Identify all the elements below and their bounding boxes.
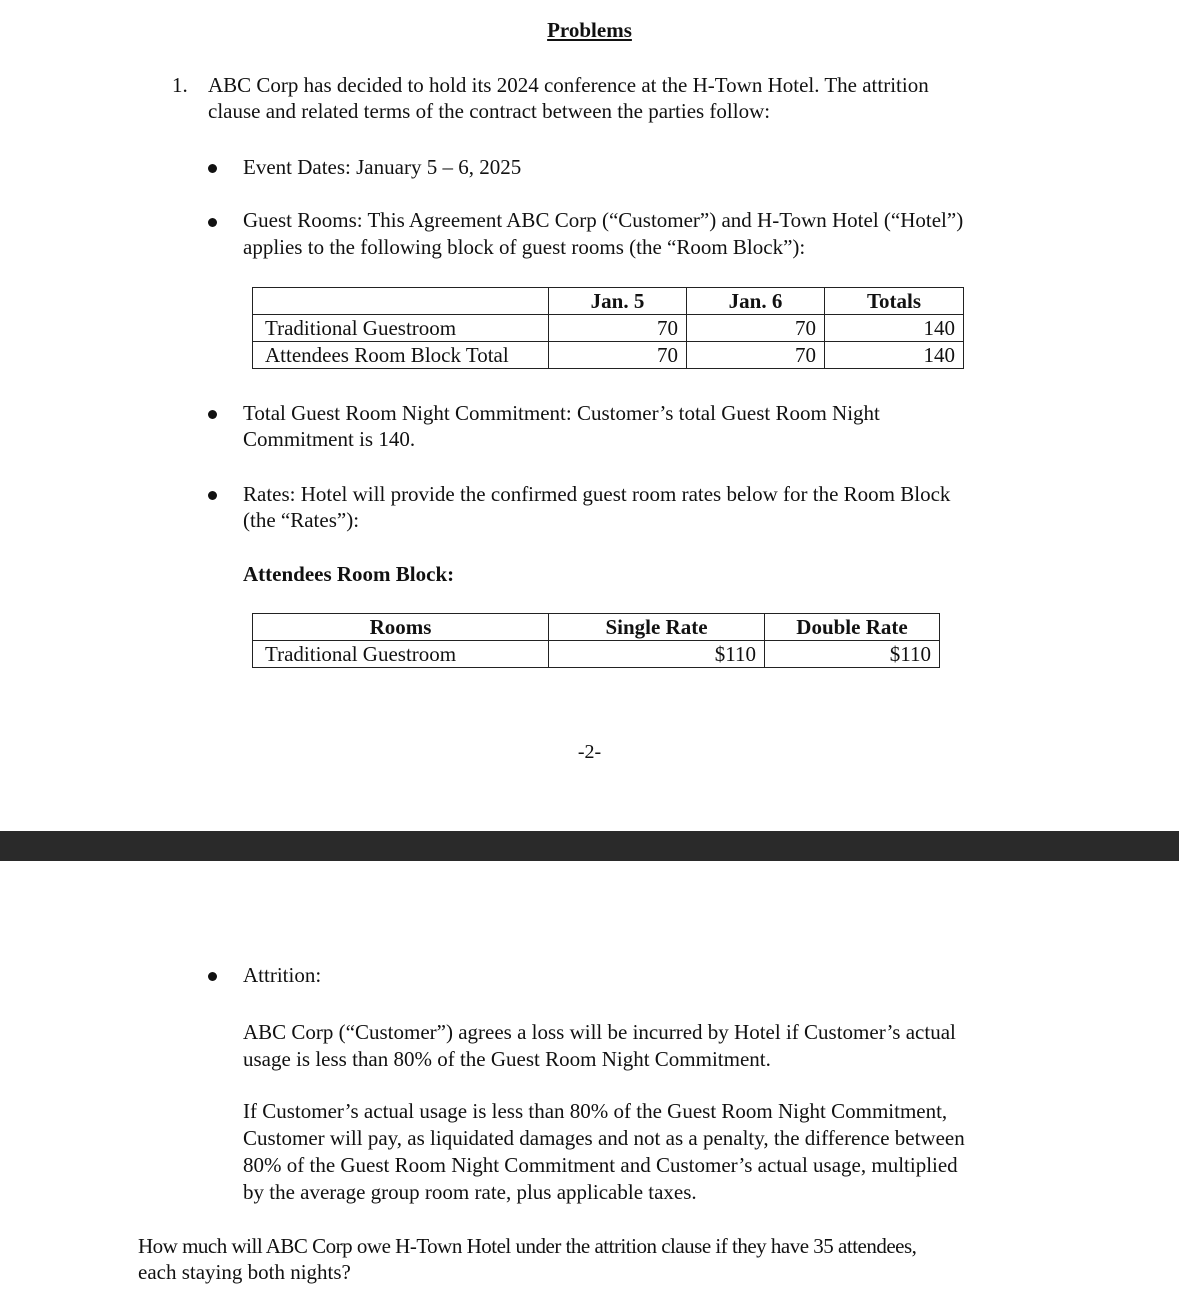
rates-subheading: Attendees Room Block: (243, 562, 455, 586)
bullet-icon (208, 410, 217, 419)
rates-line-2: (the “Rates”): (243, 508, 360, 532)
bullet-icon (208, 218, 217, 227)
table-cell: 70 (549, 342, 687, 369)
attrition-para1-line-1: ABC Corp (“Customer”) agrees a loss will be incurred by Hotel if Customer’s actual (243, 1020, 956, 1044)
table-row (253, 315, 964, 342)
attrition-para2-line-1: If Customer’s actual usage is less than 80% of the Guest Room Night Commitment, (243, 1099, 948, 1123)
table-header-cell (253, 288, 549, 315)
table-cell: 140 (825, 342, 964, 369)
commitment-line-2: Commitment is 140. (243, 427, 416, 451)
table-header-cell: Totals (825, 288, 964, 315)
table-cell: 70 (549, 315, 687, 342)
item-number: 1. (172, 73, 188, 97)
table-header-row (253, 288, 964, 315)
guest-rooms-line-2: applies to the following block of guest rooms (the “Room Block”): (243, 235, 806, 259)
rates-table (252, 613, 940, 668)
rates-line-1: Rates: Hotel will provide the confirmed guest room rates below for the Room Block (243, 482, 951, 506)
bullet-icon (208, 972, 217, 981)
question-line-2: each staying both nights? (138, 1260, 351, 1284)
commitment-line-1: Total Guest Room Night Commitment: Customer’s total Guest Room Night (243, 401, 880, 425)
table-header-row (253, 614, 940, 641)
page-number: -2- (577, 741, 602, 763)
table-header-cell: Rooms (253, 614, 549, 641)
attrition-para2-line-2: Customer will pay, as liquidated damages and not as a penalty, the difference between (243, 1126, 965, 1150)
table-header-cell: Jan. 6 (687, 288, 825, 315)
table-row (253, 641, 940, 668)
attrition-label: Attrition: (243, 963, 322, 987)
intro-line-1: ABC Corp has decided to hold its 2024 conference at the H-Town Hotel. The attrition (208, 73, 929, 97)
table-cell: Traditional Guestroom (253, 315, 549, 342)
intro-line-2: clause and related terms of the contract between the parties follow: (208, 99, 771, 123)
table-row (253, 342, 964, 369)
table-cell: $110 (549, 641, 765, 668)
bullet-icon (208, 164, 217, 173)
room-block-table (252, 287, 964, 369)
table-header-cell: Single Rate (549, 614, 765, 641)
table-cell: Attendees Room Block Total (253, 342, 549, 369)
table-cell: 140 (825, 315, 964, 342)
page-divider-bar (0, 831, 1179, 861)
table-cell: 70 (687, 315, 825, 342)
attrition-para2-line-4: by the average group room rate, plus applicable taxes. (243, 1180, 697, 1204)
attrition-para2-line-3: 80% of the Guest Room Night Commitment and Customer’s actual usage, multiplied (243, 1153, 958, 1177)
page-title: Problems (547, 18, 632, 42)
table-header-cell: Double Rate (765, 614, 940, 641)
table-cell: 70 (687, 342, 825, 369)
event-dates: Event Dates: January 5 – 6, 2025 (243, 155, 522, 179)
table-cell: Traditional Guestroom (253, 641, 549, 668)
question-line-1: How much will ABC Corp owe H-Town Hotel under the attrition clause if they have 35 attendees, (138, 1234, 917, 1258)
attrition-para1-line-2: usage is less than 80% of the Guest Room Night Commitment. (243, 1047, 771, 1071)
table-header-cell: Jan. 5 (549, 288, 687, 315)
table-cell: $110 (765, 641, 940, 668)
guest-rooms-line-1: Guest Rooms: This Agreement ABC Corp (“Customer”) and H-Town Hotel (“Hotel”) (243, 208, 964, 232)
bullet-icon (208, 491, 217, 500)
